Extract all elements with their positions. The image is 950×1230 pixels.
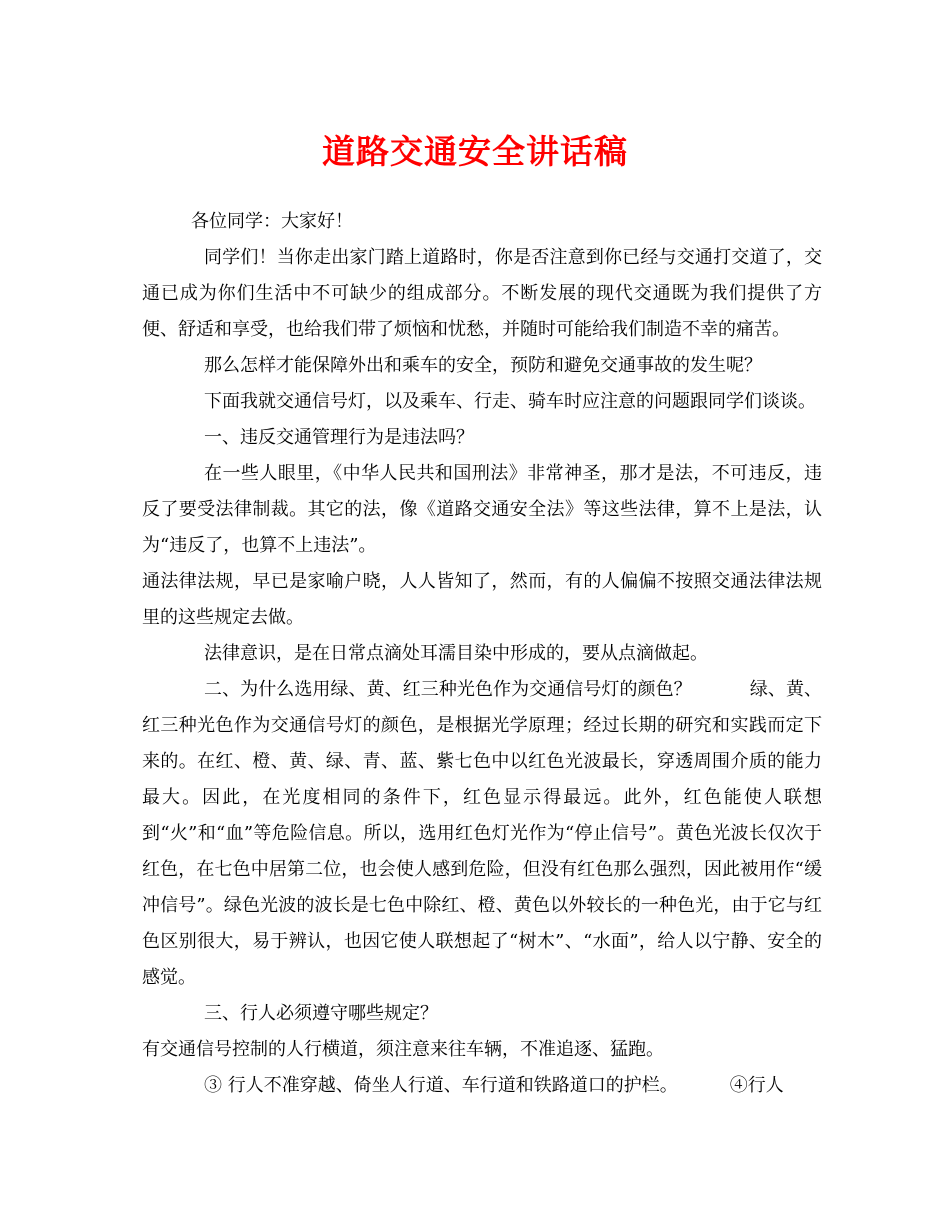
paragraph-9-tail: ④行人 (729, 1075, 784, 1096)
paragraph-8: 有交通信号控制的人行横道，须注意来往车辆，不准追逐、猛跑。 (142, 1039, 664, 1060)
paragraph-2: 那么怎样才能保障外出和乘车的安全，预防和避免交通事故的发生呢？ (204, 355, 762, 376)
greeting: 各位同学：大家好！ (191, 211, 353, 232)
paragraph-6: 法律意识，是在日常点滴处耳濡目染中形成的，要从点滴做起。 (204, 643, 708, 664)
heading-2: 二、为什么选用绿、黄、红三种光色作为交通信号灯的颜色？ (204, 679, 692, 700)
paragraph-5: 通法律法规，早已是家喻户晓，人人皆知了，然而，有的人偏偏不按照交通法律法规里的这些规定去做。 (142, 571, 822, 628)
paragraph-9 (142, 1068, 822, 1104)
document-title: 道路交通安全讲话稿 (322, 132, 628, 171)
heading-3: 三、行人必须遵守哪些规定？ (204, 1003, 438, 1024)
section-2 (142, 672, 822, 996)
paragraph-4: 在一些人眼里，《中华人民共和国刑法》非常神圣，那才是法，不可违反，违反了要受法律制裁。其它的法，像《道路交通安全法》等这些法律，算不上是法，认为“违反了，也算不上违法”。 (142, 463, 822, 556)
document-body (142, 204, 822, 1104)
paragraph-1: 同学们！当你走出家门踏上道路时，你是否注意到你已经与交通打交道了，交通已成为你们生活中不可缺少的组成部分。不断发展的现代交通既为我们提供了方便、舒适和享受，也给我们带了烦恼和忧愁，并随时可能给我们制造不幸的痛苦。 (142, 247, 822, 340)
paragraph-7: 绿、黄、红三种光色作为交通信号灯的颜色，是根据光学原理；经过长期的研究和实践而定下来的。在红、橙、黄、绿、青、蓝、紫七色中以红色光波最长，穿透周围介质的能力最大。因此，在光度相同的条件下，红色显示得最远。此外，红色能使人联想到“火”和“血”等危险信息。所以，选用红色灯光作为“停止信号”。黄色光波长仅次于红色，在七色中居第二位，也会使人感到危险，但没有红色那么强烈，因此被用作“缓冲信号”。绿色光波的波长是七色中除红、橙、黄色以外较长的一种色光，由于它与红色区别很大，易于辨认，也因它使人联想起了“树木”、“水面”，给人以宁静、安全的感觉。 (142, 679, 823, 988)
heading-1: 一、违反交通管理行为是违法吗？ (204, 427, 474, 448)
paragraph-3: 下面我就交通信号灯，以及乘车、行走、骑车时应注意的问题跟同学们谈谈。 (204, 391, 816, 412)
paragraph-9-text: ③ 行人不准穿越、倚坐人行道、车行道和铁路道口的护栏。 (204, 1075, 678, 1096)
